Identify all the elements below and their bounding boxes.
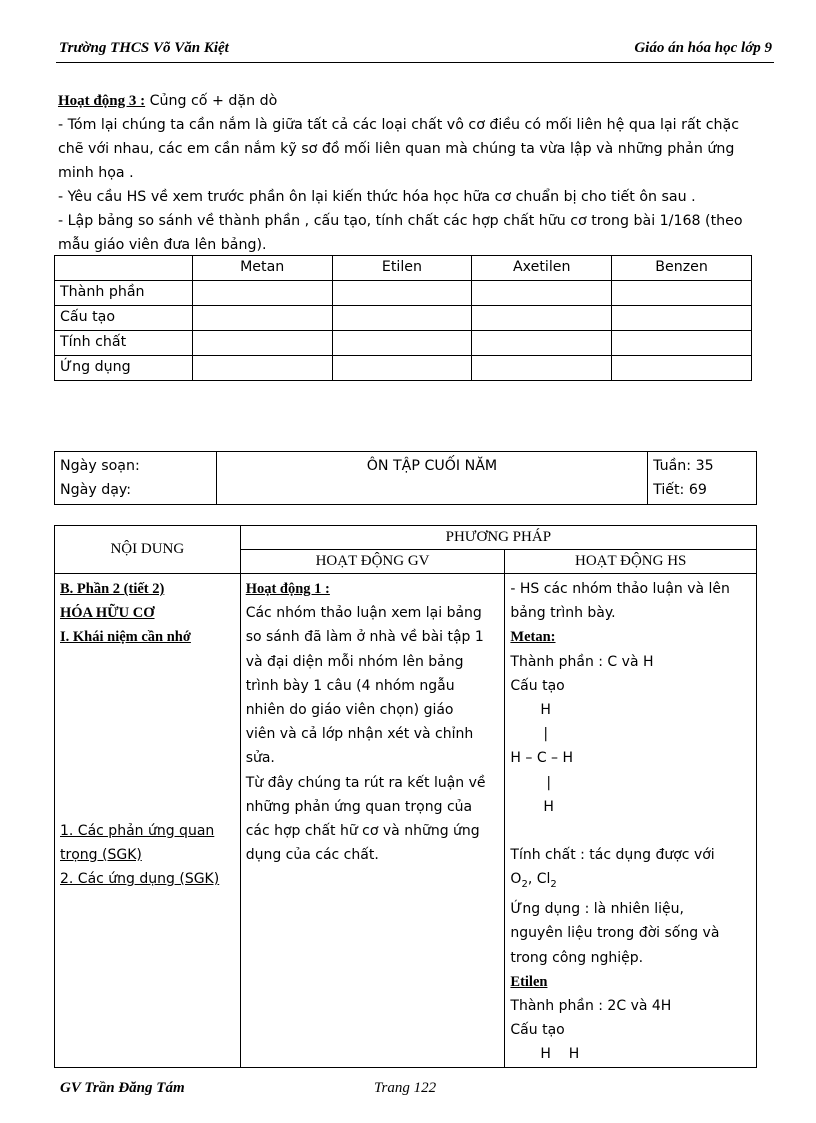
metan-use: Ứng dụng : là nhiên liệu, xyxy=(510,901,684,918)
gv-header: HOẠT ĐỘNG GV xyxy=(240,550,505,574)
compare-row-label: Ứng dụng xyxy=(55,356,193,381)
gv-line: sửa. xyxy=(245,750,275,767)
content-section: I. Khái niệm cần nhớ xyxy=(60,629,191,646)
activity3-subtitle: Củng cố + dặn dò xyxy=(145,93,278,109)
etilen-structure-label: Cấu tạo xyxy=(510,1022,565,1039)
compare-table xyxy=(54,255,752,381)
activity3-line: - Tóm lại chúng ta cần nắm là giữa tất cả các loại chất vô cơ điều có mối liên hệ qua lại rất chặc xyxy=(58,117,740,133)
metan-use: nguyên liệu trong đời sống và xyxy=(510,925,720,942)
compare-header-cell: Metan xyxy=(192,256,332,281)
etilen-structure-h: H H xyxy=(540,1046,580,1063)
o2-text: O xyxy=(510,871,522,888)
subject-title: Giáo án hóa học lớp 9 xyxy=(634,40,772,56)
week-label: Tuần: 35 xyxy=(653,458,714,474)
teach-date-label: Ngày dạy: xyxy=(60,482,132,498)
hs-line: - HS các nhóm thảo luận và lên xyxy=(510,581,730,597)
method-header: PHƯƠNG PHÁP xyxy=(240,526,756,550)
gv-line: nhiên do giáo viên chọn) giáo xyxy=(245,702,454,719)
structure-bond-top: | xyxy=(543,726,549,743)
compare-header-cell xyxy=(55,256,193,281)
teacher-name: GV Trần Đăng Tám xyxy=(60,1080,185,1096)
gv-line: và đại diện mỗi nhóm lên bảng xyxy=(245,653,464,670)
schedule-dates xyxy=(55,452,217,505)
hs-line: bảng trình bày. xyxy=(510,605,616,622)
activity3-line: - Lập bảng so sánh về thành phần , cấu tạo, tính chất các hợp chất hữu cơ trong bài 1/168 (theo xyxy=(58,213,743,229)
prep-date-label: Ngày soạn: xyxy=(60,458,140,474)
compare-row xyxy=(55,281,752,306)
metan-use: trong công nghiệp. xyxy=(510,949,644,966)
hs-cell xyxy=(505,574,757,1068)
metan-title: Metan: xyxy=(510,629,556,646)
compare-row-label: Tính chất xyxy=(55,331,193,356)
hs-header: HOẠT ĐỘNG HS xyxy=(505,550,757,574)
compare-row-label: Cấu tạo xyxy=(55,306,193,331)
etilen-composition: Thành phần : 2C và 4H xyxy=(510,998,672,1015)
content-topic: HÓA HỮU CƠ xyxy=(60,605,155,622)
gv-line: so sánh đã làm ở nhà về bài tập 1 xyxy=(245,629,484,646)
compare-row xyxy=(55,331,752,356)
period-label: Tiết: 69 xyxy=(653,482,707,498)
structure-h-bottom: H xyxy=(543,798,554,815)
gv-line: viên và cả lớp nhận xét và chỉnh xyxy=(245,726,474,743)
content-item2: 2. Các ứng dụng (SGK) xyxy=(60,871,220,888)
schedule-period xyxy=(648,452,757,505)
activity3-line: minh họa . xyxy=(58,165,134,181)
gv-line: Các nhóm thảo luận xem lại bảng xyxy=(245,605,482,622)
activity3-block xyxy=(58,89,773,257)
activity3-title: Hoạt động 3 : xyxy=(58,93,146,109)
activity3-heading xyxy=(58,89,773,113)
school-name: Trường THCS Võ Văn Kiệt xyxy=(59,40,229,56)
activity3-line: - Yêu cầu HS về xem trước phần ôn lại kiến thức hóa học hữa cơ chuẩn bị cho tiết ôn sau . xyxy=(58,189,696,205)
cl2-subscript: 2 xyxy=(550,879,557,891)
compare-header-cell: Etilen xyxy=(332,256,472,281)
gv-line: trình bày 1 câu (4 nhóm ngẫu xyxy=(245,677,455,694)
structure-middle: H – C – H xyxy=(510,750,574,767)
lesson-title: ÔN TẬP CUỐI NĂM xyxy=(216,452,647,505)
activity3-line: mẫu giáo viên đưa lên bảng). xyxy=(58,237,267,253)
compare-row xyxy=(55,356,752,381)
o2-subscript: 2 xyxy=(521,879,528,891)
metan-composition: Thành phần : C và H xyxy=(510,653,654,670)
page-number: Trang 122 xyxy=(374,1080,437,1096)
metan-reagents xyxy=(510,867,751,897)
gv-activity-title: Hoạt động 1 : xyxy=(245,581,330,597)
compare-header-cell: Axetilen xyxy=(472,256,612,281)
activity3-line: chẽ với nhau, các em cần nắm kỹ sơ đồ mối liên quan mà chúng ta vừa lập và những phản ứng xyxy=(58,141,735,157)
gv-line: Từ đây chúng ta rút ra kết luận về xyxy=(245,774,486,791)
compare-row xyxy=(55,306,752,331)
compare-row-label: Thành phần xyxy=(55,281,193,306)
lesson-table xyxy=(54,525,757,1068)
gv-line: những phản ứng quan trọng của xyxy=(245,798,473,815)
compare-header-cell: Benzen xyxy=(612,256,752,281)
gv-line: các hợp chất hữ cơ và những ứng xyxy=(245,823,480,840)
content-cell xyxy=(55,574,241,1068)
etilen-title: Etilen xyxy=(510,973,548,990)
content-item1b: trọng (SGK) xyxy=(60,846,142,863)
structure-bond-bottom: | xyxy=(546,774,552,791)
metan-structure-label: Cấu tạo xyxy=(510,677,565,694)
compare-header-row xyxy=(55,256,752,281)
structure-h-top: H xyxy=(540,702,551,719)
metan-property: Tính chất : tác dụng được với xyxy=(510,847,715,864)
gv-cell xyxy=(240,574,505,1068)
gv-line: dụng của các chất. xyxy=(245,847,379,864)
content-header: NỘI DUNG xyxy=(55,526,241,574)
content-item1a: 1. Các phản ứng quan xyxy=(60,822,215,839)
schedule-box xyxy=(54,451,757,505)
content-part: B. Phần 2 (tiết 2) xyxy=(60,581,165,597)
header-rule xyxy=(56,62,774,63)
cl2-text: , Cl xyxy=(527,871,551,888)
